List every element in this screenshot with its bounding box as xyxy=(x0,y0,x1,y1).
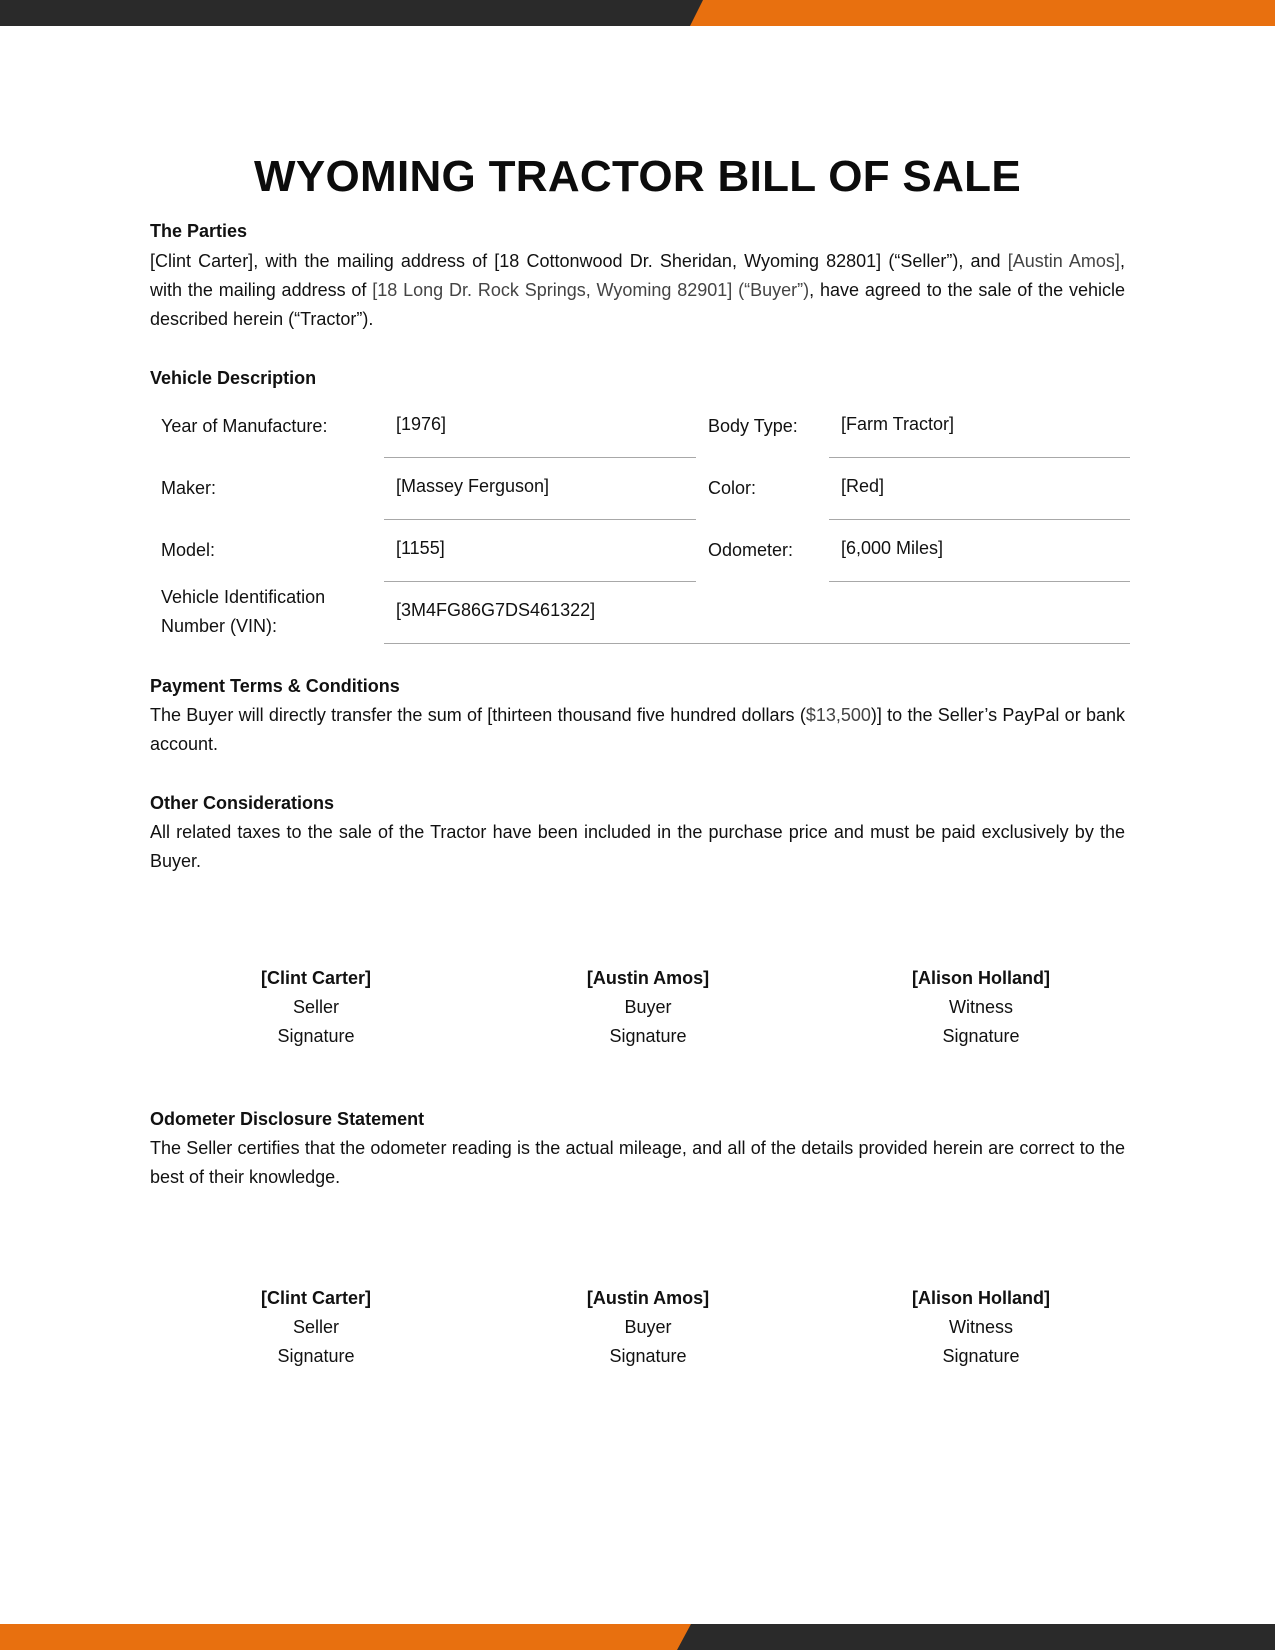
signature-witness-2 xyxy=(851,1284,1111,1371)
color-label: Color: xyxy=(708,478,757,498)
signature-label: Signature xyxy=(609,1346,687,1366)
signature-buyer xyxy=(518,964,778,1051)
model-label: Model: xyxy=(161,540,216,560)
parties-paragraph: [Clint Carter], with the mailing address of [18 Cottonwood Dr. Sheridan, Wyoming 82801] (“Seller”), and [Austin Amos], with the mailing address of [18 Long Dr. Rock Springs, Wyoming 82901] (“Buyer”), have agreed to the sale of the vehicle described herein (“Tractor”). xyxy=(150,251,1126,329)
vin-label: Vehicle Identification Number (VIN): xyxy=(161,587,326,636)
color-underline xyxy=(829,519,1130,520)
signature-seller xyxy=(186,964,446,1051)
signature-role: Seller xyxy=(292,997,340,1017)
payment-heading: Payment Terms & Conditions xyxy=(150,676,400,696)
signature-name: [Alison Holland] xyxy=(912,968,1050,988)
header-band-accent xyxy=(690,0,1275,26)
signature-label: Signature xyxy=(277,1026,355,1046)
other-paragraph: All related taxes to the sale of the Tractor have been included in the purchase price and must be paid exclusively by the Buyer. xyxy=(150,822,1125,871)
signature-label: Signature xyxy=(942,1026,1020,1046)
payment-paragraph: The Buyer will directly transfer the sum of [thirteen thousand five hundred dollars ($13,500)] to the Seller’s PayPal or bank account. xyxy=(150,705,1125,754)
body-type-value: [Farm Tractor] xyxy=(841,414,955,434)
color-value: [Red] xyxy=(841,476,885,496)
seller-name: [Clint Carter] xyxy=(150,251,254,271)
signature-name: [Clint Carter] xyxy=(260,1288,371,1308)
signature-role: Seller xyxy=(292,1317,340,1337)
document-title: WYOMING TRACTOR BILL OF SALE xyxy=(254,152,1021,201)
signature-role: Buyer xyxy=(624,997,672,1017)
signature-seller-2 xyxy=(186,1284,446,1371)
signature-role: Witness xyxy=(948,1317,1013,1337)
footer-band-accent xyxy=(0,1624,691,1650)
signature-role: Buyer xyxy=(624,1317,672,1337)
year-value: [1976] xyxy=(396,414,447,434)
signature-label: Signature xyxy=(942,1346,1020,1366)
signature-name: [Clint Carter] xyxy=(260,968,371,988)
model-value: [1155] xyxy=(396,538,445,558)
odometer-label: Odometer: xyxy=(708,540,794,560)
odometer-underline xyxy=(829,581,1130,582)
other-heading: Other Considerations xyxy=(150,793,335,813)
odometer-value: [6,000 Miles] xyxy=(841,538,944,558)
header-band xyxy=(0,0,1275,26)
payment-amount: $13,500 xyxy=(805,705,871,725)
vehicle-heading: Vehicle Description xyxy=(150,368,317,388)
signature-name: [Alison Holland] xyxy=(912,1288,1050,1308)
footer-band xyxy=(0,1624,1275,1650)
vin-underline xyxy=(384,643,1130,644)
buyer-address: [18 Long Dr. Rock Springs, Wyoming 82901] xyxy=(372,280,733,300)
odometer-disclosure-heading: Odometer Disclosure Statement xyxy=(150,1109,425,1129)
vin-value: [3M4FG86G7DS461322] xyxy=(396,600,596,620)
signature-label: Signature xyxy=(277,1346,355,1366)
signature-label: Signature xyxy=(609,1026,687,1046)
odometer-disclosure-paragraph: The Seller certifies that the odometer reading is the actual mileage, and all of the details provided herein are correct to the best of their knowledge. xyxy=(150,1138,1125,1187)
maker-value: [Massey Ferguson] xyxy=(396,476,550,496)
model-underline xyxy=(384,581,696,582)
year-label: Year of Manufacture: xyxy=(161,416,328,436)
signature-buyer-2 xyxy=(518,1284,778,1371)
signature-witness xyxy=(851,964,1111,1051)
body-type-underline xyxy=(829,457,1130,458)
signature-name: [Austin Amos] xyxy=(586,968,710,988)
buyer-name: [Austin Amos] xyxy=(1007,251,1120,271)
signature-role: Witness xyxy=(948,997,1013,1017)
maker-label: Maker: xyxy=(161,478,217,498)
seller-address: [18 Cottonwood Dr. Sheridan, Wyoming 82801] xyxy=(494,251,882,271)
maker-underline xyxy=(384,519,696,520)
parties-heading: The Parties xyxy=(150,221,248,241)
signature-name: [Austin Amos] xyxy=(586,1288,710,1308)
body-type-label: Body Type: xyxy=(708,416,798,436)
year-underline xyxy=(384,457,696,458)
vehicle-table xyxy=(150,395,1130,645)
